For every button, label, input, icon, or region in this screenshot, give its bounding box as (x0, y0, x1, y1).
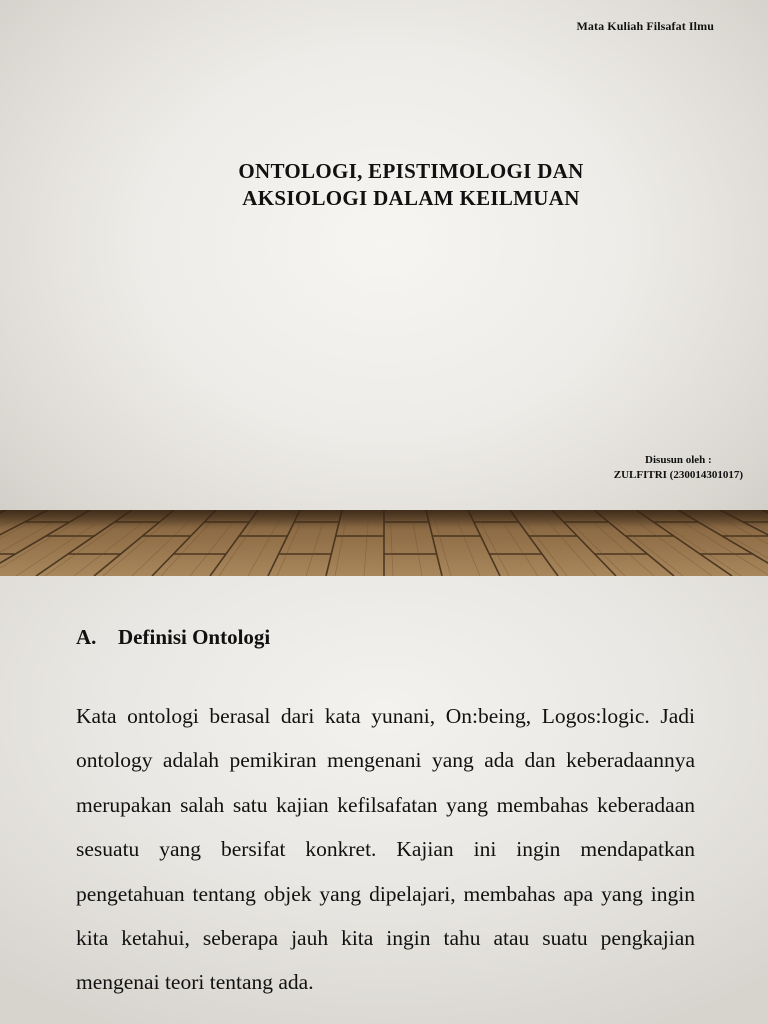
section-heading (76, 625, 270, 650)
author-name: ZULFITRI (230014301017) (613, 469, 743, 481)
wood-floor-image (0, 510, 768, 576)
slide-title (0, 158, 768, 212)
section-title: Definisi Ontologi (118, 625, 271, 649)
author-block (614, 453, 743, 483)
body-paragraph: Kata ontologi berasal dari kata yunani, On:being, Logos:logic. Jadi ontology adalah pemikiran mengenani yang ada dan keberadaannya merupakan salah satu kajian kefilsafatan yang membahas keberadaan sesuatu yang bersifat konkret. Kajian ini ingin mendapatkan pengetahuan tentang objek yang dipelajari, membahas apa yang ingin kita ketahui, seberapa jauh kita ingin tahu atau suatu pengkajian mengenai teori tentang ada. (76, 704, 695, 995)
section-letter: A. (76, 625, 97, 649)
content-slide (0, 576, 768, 1024)
author-label: Disusun oleh : (645, 454, 712, 466)
title-line-2: AKSIOLOGI DALAM KEILMUAN (242, 186, 580, 210)
wood-floor-graphic (0, 510, 768, 576)
course-label: Mata Kuliah Filsafat Ilmu (576, 19, 714, 33)
title-line-1: ONTOLOGI, EPISTIMOLOGI DAN (238, 159, 584, 183)
